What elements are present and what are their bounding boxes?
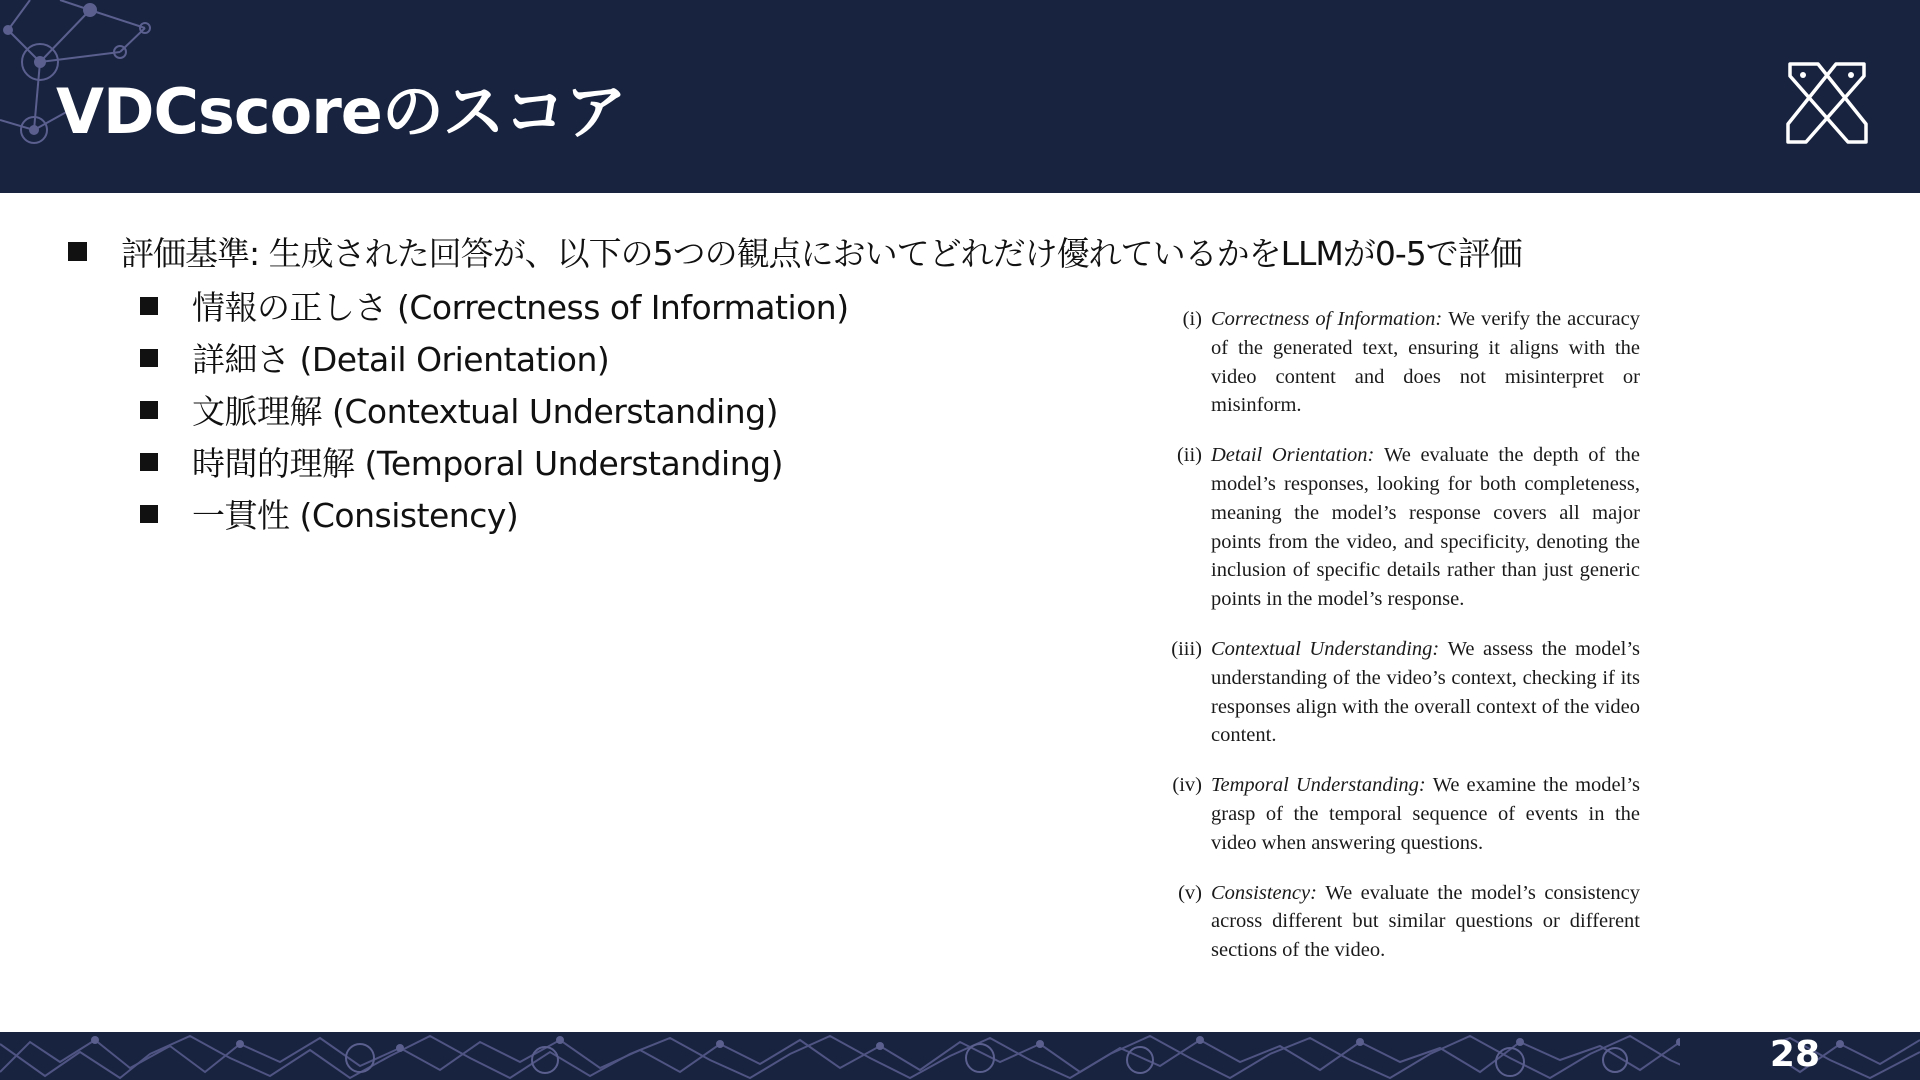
sub-bullet — [140, 490, 518, 537]
bullet-square-icon — [140, 505, 158, 523]
sub-bullet-text: 情報の正しさ (Correctness of Information) — [192, 288, 849, 327]
criterion-number: (iii) — [1171, 637, 1202, 660]
footer-bar — [0, 1032, 1920, 1080]
criterion-term: Consistency: — [1211, 881, 1326, 904]
sub-bullet — [140, 386, 778, 433]
crossed-x-logo-icon — [1782, 58, 1872, 148]
criterion-number: (iv) — [1172, 774, 1202, 797]
criterion-item — [1160, 771, 1640, 857]
sub-bullet — [140, 438, 783, 485]
sub-bullet — [140, 282, 849, 329]
criterion-term: Contextual Understanding: — [1211, 637, 1448, 660]
header-bar — [0, 0, 1920, 193]
sub-bullet-text: 一貫性 (Consistency) — [192, 496, 519, 535]
page-number: 28 — [1769, 1034, 1820, 1075]
criterion-number: (i) — [1182, 308, 1202, 330]
network-pattern-icon — [0, 1032, 1920, 1080]
sub-bullet — [140, 334, 609, 381]
main-bullet — [68, 228, 1522, 275]
criterion-description: We verify the accuracy of the generated text, ensuring it aligns with the video content and does not misinterpret or misinform. — [1211, 308, 1640, 417]
criterion-item — [1160, 441, 1640, 614]
sub-bullet-text: 文脈理解 (Contextual Understanding) — [192, 392, 778, 431]
criterion-item — [1160, 635, 1640, 750]
bullet-square-icon — [140, 349, 158, 367]
criterion-description: We examine the model’s grasp of the temporal sequence of events in the video when answering questions. — [1211, 774, 1640, 854]
main-bullet-text: 評価基準: 生成された回答が、以下の5つの観点においてどれだけ優れているかをLLMが0-5で評価 — [121, 234, 1522, 273]
bullet-square-icon — [68, 242, 87, 261]
criterion-term: Detail Orientation: — [1211, 444, 1385, 467]
criterion-term: Temporal Understanding: — [1211, 774, 1433, 797]
sub-bullet-text: 詳細さ (Detail Orientation) — [192, 340, 610, 379]
page-title: VDCscoreのスコア — [56, 75, 626, 148]
criterion-number: (v) — [1178, 881, 1202, 904]
criterion-item — [1160, 879, 1640, 965]
bullet-square-icon — [140, 401, 158, 419]
criterion-term: Correctness of Information: — [1211, 308, 1449, 330]
criterion-description: We evaluate the model’s consistency across different but similar questions or different sections of the video. — [1211, 881, 1640, 962]
criterion-item — [1160, 305, 1640, 420]
bullet-square-icon — [140, 297, 158, 315]
criterion-number: (ii) — [1176, 444, 1202, 467]
bullet-square-icon — [140, 453, 158, 471]
paper-excerpt — [1160, 305, 1640, 986]
criterion-description: We assess the model’s understanding of the video’s context, checking if its responses align with the overall context of the video content. — [1211, 637, 1640, 747]
criterion-description: We evaluate the depth of the model’s responses, looking for both completeness, meaning the model’s response covers all major points from the video, and specificity, denoting the inclusion of specific details rather than just generic points in the model’s response. — [1211, 444, 1640, 611]
sub-bullet-text: 時間的理解 (Temporal Understanding) — [192, 444, 783, 483]
